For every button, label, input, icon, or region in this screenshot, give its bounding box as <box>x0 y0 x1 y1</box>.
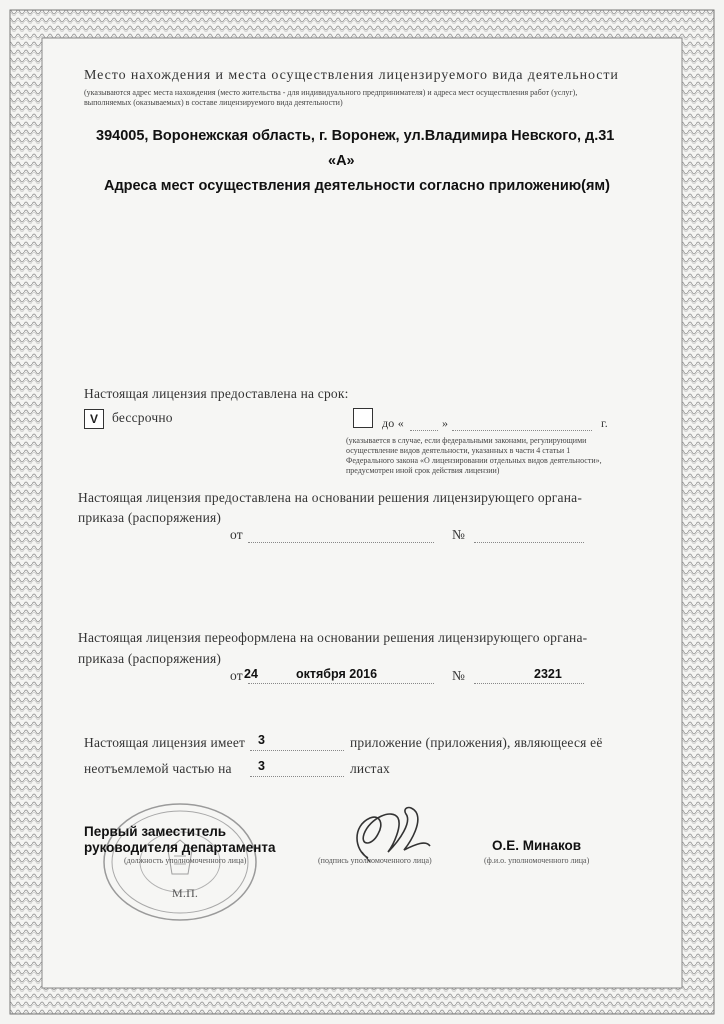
appendix-line1-suffix: приложение (приложения), являющееся её <box>350 735 603 750</box>
term-note-line3: Федерального закона «О лицензировании отдельных видов деятельности», <box>346 456 602 465</box>
activity-addresses-line: Адреса мест осуществления деятельности согласно приложению(ям) <box>104 178 610 194</box>
granted-number-label: № <box>452 527 466 542</box>
appendix-count: 3 <box>258 733 265 747</box>
reissued-number-line <box>474 669 584 684</box>
granted-date-line <box>248 528 434 543</box>
signature-caption: (подпись уполномоченного лица) <box>318 856 432 865</box>
appendix-count-line <box>250 736 344 751</box>
granted-from-label: от <box>230 527 243 542</box>
granted-number-line <box>474 528 584 543</box>
signer-position-line1: Первый заместитель <box>84 824 227 839</box>
location-note-line2: выполняемых (оказываемых) в составе лицензируемого вида деятельности) <box>84 98 343 107</box>
position-caption: (должность уполномоченного лица) <box>124 856 247 865</box>
location-note-line1: (указываются адрес места нахождения (место жительства - для индивидуального предпринимателя) и адреса мест осуществления работ (услуг), <box>84 88 578 97</box>
address-building-letter: «А» <box>328 153 355 169</box>
until-prefix: до « <box>382 416 404 430</box>
perpetual-checkbox: V <box>84 409 104 429</box>
reissued-from-label: от <box>230 668 243 683</box>
reissued-line1: Настоящая лицензия переоформлена на основании решения лицензирующего органа- <box>78 630 588 645</box>
location-note <box>84 88 644 108</box>
appendix-sheets-line <box>250 762 344 777</box>
reissued-number: 2321 <box>534 667 562 681</box>
term-note-line2: осуществление видов деятельности, указанных в части 4 статьи 1 <box>346 446 571 455</box>
section-title-location: Место нахождения и места осуществления лицензируемого вида деятельности <box>84 68 619 83</box>
until-day-line <box>410 416 438 431</box>
address-line: 394005, Воронежская область, г. Воронеж, ул.Владимира Невского, д.31 <box>96 128 615 144</box>
stamp-label: М.П. <box>172 886 199 900</box>
term-note-line1: (указывается в случае, если федеральными законами, регулирующими <box>346 436 587 445</box>
granted-line1: Настоящая лицензия предоставлена на основании решения лицензирующего органа- <box>78 490 583 505</box>
signer-position-line2: руководителя департамента <box>84 840 276 855</box>
term-note <box>346 436 616 476</box>
until-mid: » <box>442 416 449 430</box>
appendix-line1-prefix: Настоящая лицензия имеет <box>84 735 246 750</box>
appendix-sheets: 3 <box>258 759 265 773</box>
reissued-month-year: октября 2016 <box>296 667 378 681</box>
reissued-number-label: № <box>452 668 466 683</box>
granted-line2: приказа (распоряжения) <box>78 510 222 525</box>
appendix-line2-prefix: неотъемлемой частью на <box>84 761 232 776</box>
name-caption: (ф.и.о. уполномоченного лица) <box>484 856 590 865</box>
perpetual-label: бессрочно <box>112 410 173 425</box>
until-month-line <box>452 416 592 431</box>
signer-name: О.Е. Минаков <box>492 838 582 853</box>
appendix-line2-suffix: листах <box>350 761 390 776</box>
reissued-day: 24 <box>244 667 258 681</box>
until-suffix: г. <box>601 416 608 430</box>
until-checkbox <box>353 408 373 428</box>
reissued-line2: приказа (распоряжения) <box>78 651 222 666</box>
term-note-line4: предусмотрен иной срок действия лицензии) <box>346 466 500 475</box>
reissued-date-line <box>248 669 434 684</box>
term-title: Настоящая лицензия предоставлена на срок: <box>84 386 349 401</box>
